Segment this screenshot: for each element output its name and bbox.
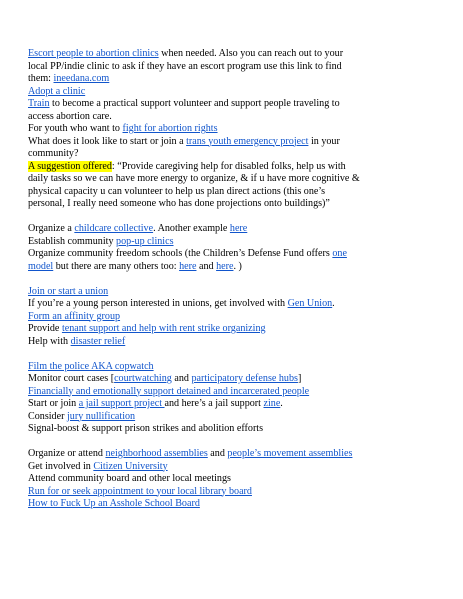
trans-text: What does it look like to start or join a	[28, 135, 187, 147]
train-line-1	[28, 98, 434, 111]
paragraph-gap	[28, 211, 434, 224]
document-page	[28, 48, 434, 511]
union-line	[28, 286, 434, 299]
courtwatching-link[interactable]: courtwatching	[114, 373, 172, 384]
tenant-text: Provide	[28, 323, 62, 334]
abortion-rights-link[interactable]: fight for abortion rights	[122, 123, 218, 134]
genunion-text: If you’re a young person interested in unions, get involved with	[28, 298, 288, 309]
train-link[interactable]: Train	[28, 98, 50, 109]
assemblies-and: and	[207, 448, 228, 459]
school-board-link[interactable]: How to Fuck Up an Asshole School Board	[28, 498, 200, 509]
gen-union-link[interactable]: Gen Union	[287, 298, 333, 309]
youth-line	[28, 123, 434, 136]
popup-clinics-link[interactable]: pop-up clinics	[116, 235, 174, 247]
participatory-defense-link[interactable]: participatory defense hubs	[191, 373, 298, 384]
escort-line-1	[28, 48, 434, 61]
suggestion-highlight: A suggestion offered	[28, 160, 112, 172]
detained-support-link[interactable]: Financially and emotionally support detained and incarcerated people	[28, 385, 310, 397]
court-end: ]	[297, 373, 302, 384]
peoples-assemblies-link[interactable]: people’s movement assemblies	[227, 448, 353, 459]
union-link[interactable]: Join or start a union	[28, 285, 109, 297]
affinity-line	[28, 311, 434, 324]
ineedana-link[interactable]: ineedana.com	[53, 73, 110, 84]
court-text: Monitor court cases [	[28, 373, 115, 384]
jail-text: Start or join	[28, 398, 79, 409]
freedom-here-link-2[interactable]: here	[216, 260, 234, 272]
genunion-end: .	[332, 298, 335, 309]
freedom-here-link-1[interactable]: here	[179, 260, 197, 272]
signal-line: Signal-boost & support prison strikes and abolition efforts	[28, 423, 264, 434]
one-model-link[interactable]: one	[332, 248, 347, 259]
escort-text: when needed. Also you can reach out to your	[158, 48, 344, 59]
freedom-and: and	[196, 260, 217, 272]
paragraph-gap	[28, 436, 434, 449]
jail-support-link[interactable]: a jail support project	[78, 398, 165, 409]
tenant-support-link[interactable]: tenant support and help with rent strike organizing	[61, 323, 266, 334]
library-board-link[interactable]: Run for or seek appointment to your local library board	[28, 485, 252, 497]
freedom-line-2	[28, 261, 434, 274]
library-line	[28, 486, 434, 499]
train-text: to become a practical support volunteer and support people traveling to	[49, 98, 340, 109]
childcare-here-link[interactable]: here	[229, 223, 248, 234]
popup-text: Establish community	[28, 235, 117, 247]
disaster-text: Help with	[28, 335, 71, 347]
court-and: and	[171, 373, 192, 384]
escort-link[interactable]: Escort people to abortion clinics	[28, 48, 159, 59]
disaster-relief-link[interactable]: disaster relief	[70, 335, 126, 347]
school-board-line	[28, 498, 434, 511]
childcare-line	[28, 223, 434, 236]
board-line: Attend community board and other local meetings	[28, 473, 231, 484]
youth-text: For youth who want to	[28, 123, 123, 134]
copwatch-line	[28, 361, 434, 374]
freedom-line-1	[28, 248, 434, 261]
train-line-2: access abortion care.	[28, 110, 112, 122]
escort-line-2: local PP/indie clinic to ask if they have an escort program use this link to find	[28, 60, 342, 72]
jury-text: Consider	[28, 410, 67, 422]
trans-project-link[interactable]: trans youth emergency project	[186, 135, 309, 147]
assemblies-text: Organize or attend	[28, 448, 106, 459]
assemblies-line	[28, 448, 434, 461]
one-model-link-cont[interactable]: model	[28, 260, 54, 272]
jury-nullification-link[interactable]: jury nullification	[66, 410, 136, 422]
jail-end: .	[280, 398, 283, 409]
trans-text-2: in your	[308, 135, 340, 147]
citizen-text: Get involved in	[28, 460, 94, 472]
citizen-university-link[interactable]: Citizen University	[93, 460, 168, 472]
childcare-text-2: . Another example	[153, 223, 230, 234]
jail-line	[28, 398, 434, 411]
popup-line	[28, 236, 434, 249]
suggestion-line-4: personal, I really need someone who has done projections onto buildings)”	[28, 198, 330, 209]
jail-text-2: and here’s a jail support	[164, 398, 264, 409]
childcare-text: Organize a	[28, 223, 75, 234]
suggestion-text: : “Provide caregiving help for disabled folks, help us with	[111, 160, 346, 172]
court-line	[28, 373, 434, 386]
childcare-link[interactable]: childcare collective	[74, 223, 154, 234]
citizen-line	[28, 461, 434, 474]
adopt-clinic-link[interactable]: Adopt a clinic	[28, 85, 86, 97]
jury-line	[28, 411, 434, 424]
trans-line-1	[28, 136, 434, 149]
detained-line	[28, 386, 434, 399]
affinity-group-link[interactable]: Form an affinity group	[28, 310, 121, 322]
freedom-text: Organize community freedom schools (the Children’s Defense Fund offers	[28, 248, 333, 259]
paragraph-gap	[28, 348, 434, 361]
neighborhood-assemblies-link[interactable]: neighborhood assemblies	[105, 448, 208, 459]
escort-line-3	[28, 73, 434, 86]
trans-line-2: community?	[28, 148, 79, 159]
copwatch-link[interactable]: Film the police AKA copwatch	[28, 360, 154, 372]
adopt-clinic-line	[28, 86, 434, 99]
tenant-line	[28, 323, 434, 336]
freedom-text-2: but there are many others too:	[53, 260, 180, 272]
zine-link[interactable]: zine	[263, 398, 281, 409]
suggestion-line-1	[28, 161, 434, 174]
disaster-line	[28, 336, 434, 349]
them-text: them:	[28, 73, 54, 84]
paragraph-gap	[28, 273, 434, 286]
genunion-line	[28, 298, 434, 311]
freedom-end: . )	[233, 260, 242, 272]
suggestion-line-3: physical capacity u can volunteer to help us plan direct actions (this one’s	[28, 185, 326, 197]
suggestion-line-2: daily tasks so we can have more energy to organize, & if u have more cognitive &	[28, 173, 360, 184]
